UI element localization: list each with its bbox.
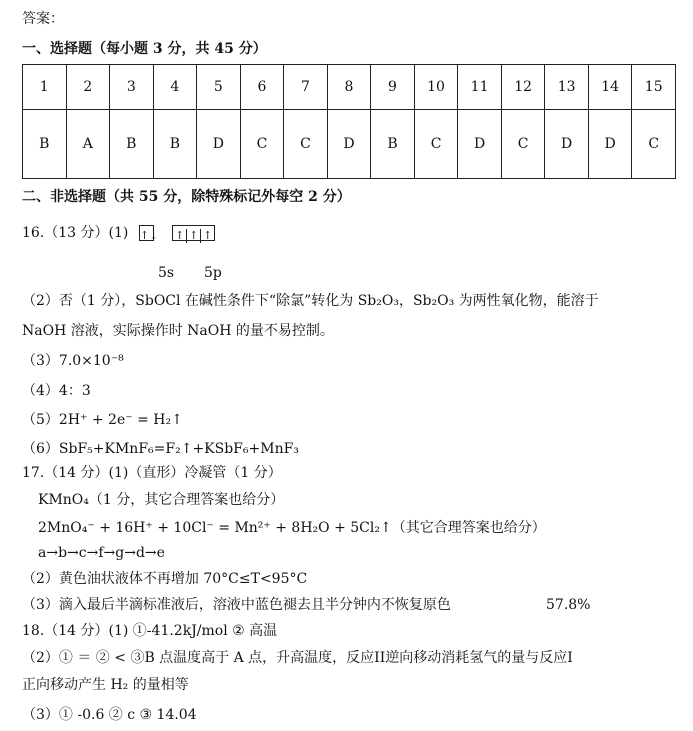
- q17-kmno4: KMnO₄（1 分，其它合理答案也给分）: [38, 492, 285, 508]
- answer-table: [22, 64, 676, 179]
- question-number-cell: 8: [327, 65, 371, 110]
- answer-cell: B: [371, 110, 415, 179]
- answer-cell: A: [66, 110, 110, 179]
- q17-part3-value: 57.8%: [546, 597, 591, 613]
- answer-cell: C: [240, 110, 284, 179]
- q16-part5: （5）2H⁺ + 2e⁻ = H₂↑: [22, 412, 183, 428]
- orbital-5p-cell-1: ↑: [173, 229, 187, 243]
- question-number-cell: 14: [588, 65, 632, 110]
- question-number-cell: 15: [632, 65, 676, 110]
- answer-cell: C: [501, 110, 545, 179]
- question-number-cell: 13: [545, 65, 589, 110]
- q16-part2-line1: （2）否（1 分），SbOCl 在碱性条件下“除氯”转化为 Sb₂O₃，Sb₂O₃ 为两性氧化物，能溶于: [22, 293, 599, 309]
- orbital-label-5p: 5p: [204, 265, 222, 281]
- q16-head-text: 16.（13 分）(1): [22, 225, 129, 241]
- q16-part6: （6）SbF₅+KMnF₆=F₂↑+KSbF₆+MnF₃: [22, 441, 299, 457]
- q18-part3: （3）① -0.6 ② c ③ 14.04: [22, 707, 197, 723]
- question-number-cell: 3: [110, 65, 154, 110]
- q17-part2: （2）黄色油状液体不再增加 70°C≤T<95°C: [22, 571, 308, 587]
- q16-part2-line2: NaOH 溶液，实际操作时 NaOH 的量不易控制。: [22, 323, 334, 339]
- orbital-5p-cell-2: ↑: [187, 229, 201, 243]
- question-number-cell: 7: [284, 65, 328, 110]
- answer-header: 答案：: [22, 11, 64, 27]
- answer-cell: B: [153, 110, 197, 179]
- orbital-label-5s: 5s: [158, 265, 175, 281]
- q18-part1: 18.（14 分）(1) ①-41.2kJ/mol ② 高温: [22, 623, 278, 639]
- q17-order: a→b→c→f→g→d→e: [38, 545, 165, 561]
- q17-equation: 2MnO₄⁻ + 16H⁺ + 10Cl⁻ = Mn²⁺ + 8H₂O + 5Cl₂↑（其它合理答案也给分）: [38, 520, 546, 536]
- question-number-cell: 11: [458, 65, 502, 110]
- answer-cell: C: [632, 110, 676, 179]
- q16-header: [22, 224, 215, 242]
- question-number-cell: 9: [371, 65, 415, 110]
- question-number-row: [23, 65, 676, 110]
- answer-cell: B: [110, 110, 154, 179]
- orbital-5s-cell: ↑↓: [139, 229, 159, 242]
- question-number-cell: 2: [66, 65, 110, 110]
- answer-cell: D: [458, 110, 502, 179]
- section2-title: 二、非选择题（共 55 分，除特殊标记外每空 2 分）: [22, 189, 351, 205]
- question-number-cell: 12: [501, 65, 545, 110]
- section1-title: 一、选择题（每小题 3 分，共 45 分）: [22, 41, 267, 57]
- q16-part4: （4）4：3: [22, 383, 91, 399]
- answer-cell: D: [197, 110, 241, 179]
- q18-part2-line2: 正向移动产生 H₂ 的量相等: [22, 677, 189, 693]
- question-number-cell: 6: [240, 65, 284, 110]
- q17-part3: （3）滴入最后半滴标准液后，溶液中蓝色褪去且半分钟内不恢复原色: [22, 597, 451, 613]
- answer-cell: D: [545, 110, 589, 179]
- orbital-5s-box: [139, 225, 159, 242]
- q18-part2-line1: （2）① ＝ ② < ③B 点温度高于 A 点，升高温度，反应II逆向移动消耗氢气的量与反应I: [22, 650, 573, 666]
- q16-part3: （3）7.0×10⁻⁸: [22, 353, 124, 369]
- question-number-cell: 1: [23, 65, 67, 110]
- answer-cell: D: [588, 110, 632, 179]
- answer-cell: B: [23, 110, 67, 179]
- orbital-5p-box: [172, 225, 215, 241]
- answer-cell: D: [327, 110, 371, 179]
- question-number-cell: 10: [414, 65, 458, 110]
- answer-cell: C: [414, 110, 458, 179]
- answer-cell: C: [284, 110, 328, 179]
- question-number-cell: 5: [197, 65, 241, 110]
- orbital-5p-cell-3: ↑: [203, 229, 213, 242]
- question-number-cell: 4: [153, 65, 197, 110]
- answer-row: [23, 110, 676, 179]
- q17-header: 17.（14 分）(1)（直形）冷凝管（1 分）: [22, 465, 282, 481]
